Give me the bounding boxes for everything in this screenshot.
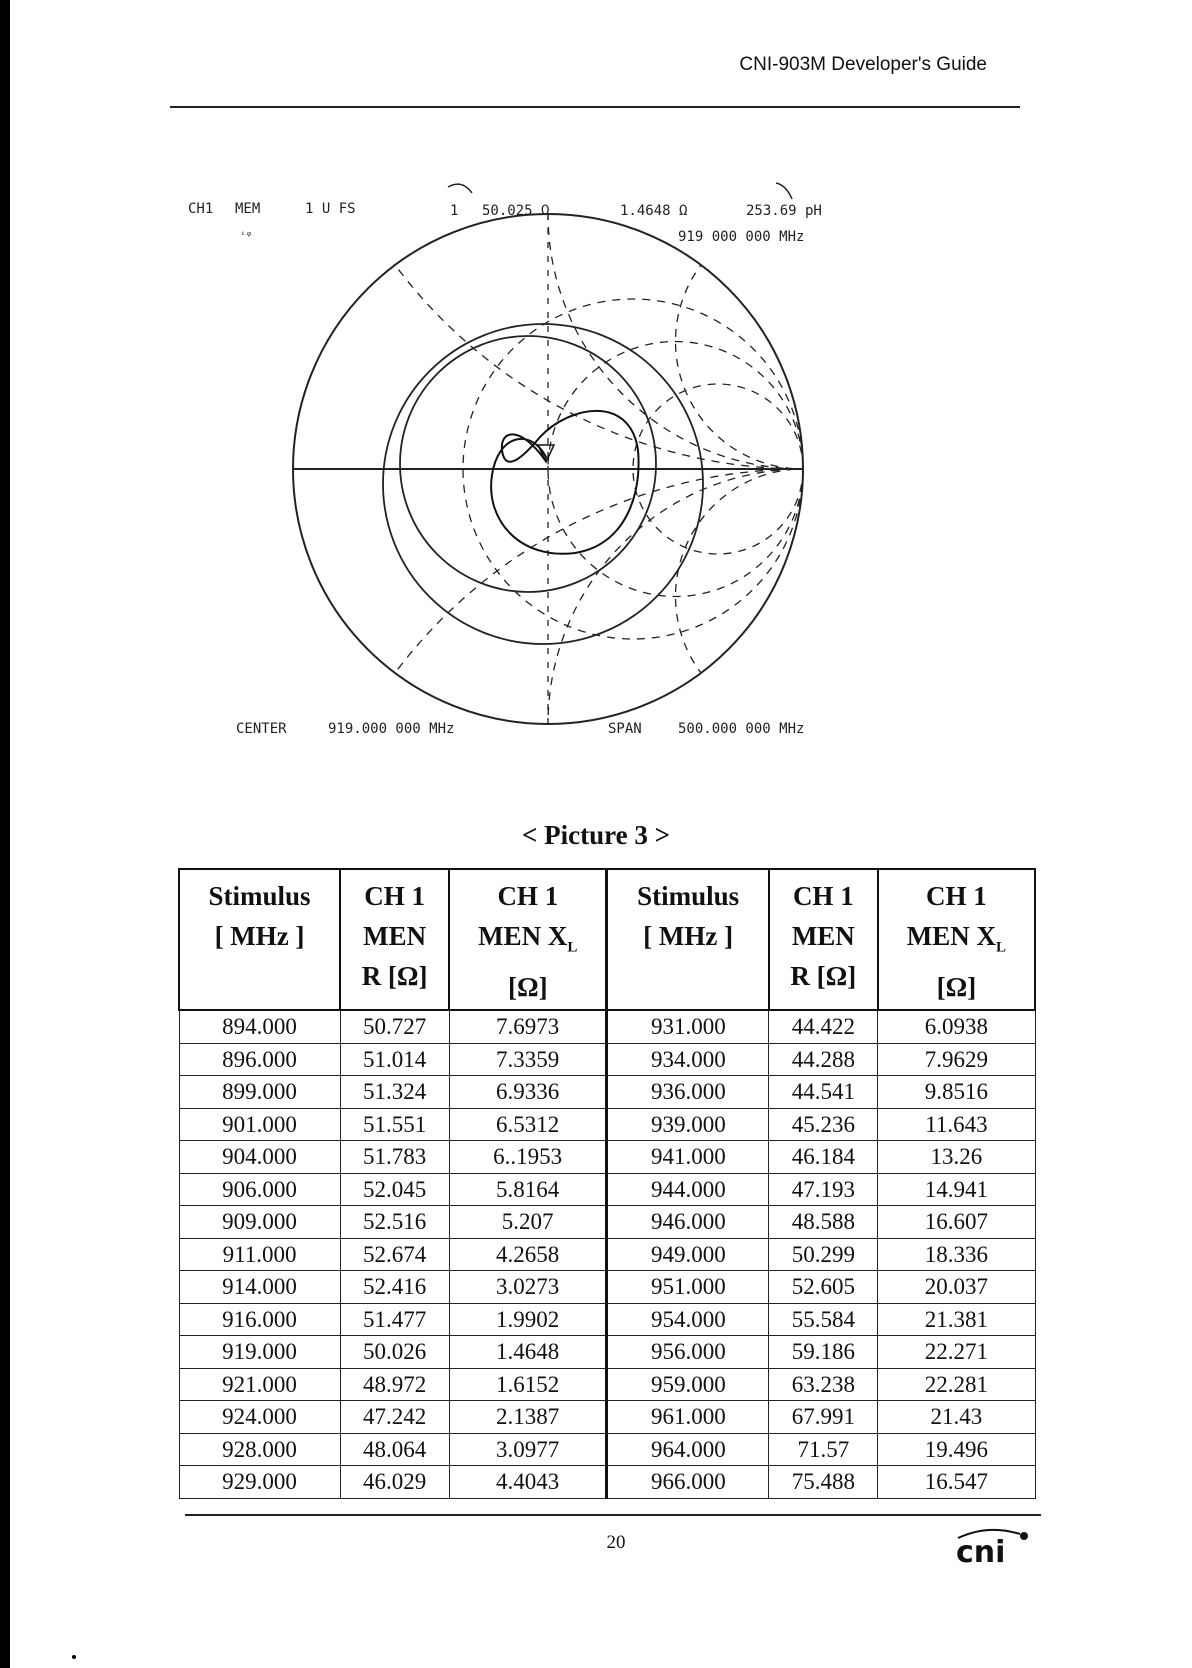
table-row (179, 1173, 1035, 1206)
table-cell: 959.000 (607, 1368, 769, 1401)
table-cell: 71.57 (769, 1433, 878, 1466)
table-cell: 5.207 (449, 1206, 607, 1239)
span-value: 500.000 000 MHz (678, 721, 805, 737)
column-header-subscript: L (567, 939, 578, 956)
table-cell: 944.000 (607, 1173, 769, 1206)
column-header-line: R [Ω] (361, 961, 428, 991)
reactance-arcs (293, 175, 920, 795)
table-cell: 6.5312 (449, 1108, 607, 1141)
column-header (769, 869, 878, 1010)
marker-arc-1 (448, 184, 472, 193)
column-header-line: R [Ω] (790, 961, 857, 991)
marker-inductance: 253.69 pH (746, 203, 822, 219)
table-cell: 951.000 (607, 1271, 769, 1304)
table-cell: 52.516 (340, 1206, 449, 1239)
table-row (179, 1141, 1035, 1174)
table-cell: 48.064 (340, 1433, 449, 1466)
table-cell: 20.037 (878, 1271, 1035, 1304)
table-cell: 47.193 (769, 1173, 878, 1206)
table-cell: 904.000 (179, 1141, 340, 1174)
table-cell: 50.727 (340, 1010, 449, 1043)
table-cell: 19.496 (878, 1433, 1035, 1466)
column-header-line (184, 956, 335, 996)
column-header-line: Stimulus (637, 881, 740, 911)
table-cell: 51.324 (340, 1076, 449, 1109)
table-cell: 928.000 (179, 1433, 340, 1466)
table-cell: 1.9902 (449, 1303, 607, 1336)
table-cell: 936.000 (607, 1076, 769, 1109)
table-cell: 914.000 (179, 1271, 340, 1304)
table-row (179, 1401, 1035, 1434)
marker-resistance: 50.025 Ω (482, 203, 550, 219)
table-cell: 931.000 (607, 1010, 769, 1043)
table-cell: 52.605 (769, 1271, 878, 1304)
table-cell: 22.271 (878, 1336, 1035, 1369)
table-cell: 44.422 (769, 1010, 878, 1043)
table-row (179, 1368, 1035, 1401)
page-number: 20 (606, 1532, 626, 1553)
column-header-line: Stimulus (208, 881, 311, 911)
table-cell: 919.000 (179, 1336, 340, 1369)
table-row (179, 1010, 1035, 1043)
column-header (607, 869, 769, 1010)
table-cell: 3.0977 (449, 1433, 607, 1466)
column-header-line: CH 1 (497, 881, 559, 911)
table-cell: 4.4043 (449, 1466, 607, 1499)
table-cell: 21.381 (878, 1303, 1035, 1336)
table-cell: 7.3359 (449, 1043, 607, 1076)
table-cell: 934.000 (607, 1043, 769, 1076)
marker-frequency: 919 000 000 MHz (678, 229, 805, 245)
table-cell: 939.000 (607, 1108, 769, 1141)
document-title: CNI-903M Developer's Guide (739, 54, 987, 75)
table-cell: 47.242 (340, 1401, 449, 1434)
column-header-line: [Ω] (508, 972, 548, 1003)
column-header-line: CH 1 (926, 881, 987, 911)
measurement-table (178, 868, 1036, 1499)
table-cell: 7.9629 (878, 1043, 1035, 1076)
column-header-line: MEN $X_L$ (478, 921, 578, 956)
table-cell: 45.236 (769, 1108, 878, 1141)
table-cell: 901.000 (179, 1108, 340, 1141)
table-cell: 946.000 (607, 1206, 769, 1239)
figure-mode: MEM (235, 201, 261, 217)
table-cell: 18.336 (878, 1238, 1035, 1271)
table-cell: 75.488 (769, 1466, 878, 1499)
table-cell: 13.26 (878, 1141, 1035, 1174)
table-cell: 2.1387 (449, 1401, 607, 1434)
table-header-row (179, 869, 1035, 1010)
table-cell: 14.941 (878, 1173, 1035, 1206)
figure-scale: 1 U FS (305, 201, 356, 217)
table-cell: 63.238 (769, 1368, 878, 1401)
table-row (179, 1238, 1035, 1271)
table-cell: 67.991 (769, 1401, 878, 1434)
column-header-line: CH 1 (792, 881, 854, 911)
table-cell: 3.0273 (449, 1271, 607, 1304)
figure-caption: < Picture 3 > (522, 820, 670, 850)
svg-text:cni: cni (956, 1535, 1006, 1566)
table-row (179, 1433, 1035, 1466)
table-cell: 16.607 (878, 1206, 1035, 1239)
table-cell: 894.000 (179, 1010, 340, 1043)
cni-logo (950, 1524, 1030, 1566)
table-row (179, 1336, 1035, 1369)
table-cell: 911.000 (179, 1238, 340, 1271)
table-cell: 16.547 (878, 1466, 1035, 1499)
smith-chart-figure (180, 175, 920, 795)
marker-arc-2 (776, 183, 792, 199)
table-cell: 896.000 (179, 1043, 340, 1076)
column-header-line: MEN $X_L$ (906, 921, 1007, 956)
scan-dot (72, 1655, 76, 1659)
table-cell: 22.281 (878, 1368, 1035, 1401)
table-cell: 921.000 (179, 1368, 340, 1401)
table-cell: 906.000 (179, 1173, 340, 1206)
table-cell: 51.014 (340, 1043, 449, 1076)
table-cell: 6.9336 (449, 1076, 607, 1109)
table-cell: 48.972 (340, 1368, 449, 1401)
marker-reactance: 1.4648 Ω (620, 203, 688, 219)
table-cell: 46.029 (340, 1466, 449, 1499)
table-cell: 46.184 (769, 1141, 878, 1174)
center-value: 919.000 000 MHz (328, 721, 455, 737)
table-cell: 964.000 (607, 1433, 769, 1466)
table-cell: 941.000 (607, 1141, 769, 1174)
table-row (179, 1271, 1035, 1304)
table-body (179, 1010, 1035, 1498)
table-cell: 954.000 (607, 1303, 769, 1336)
table-row (179, 1043, 1035, 1076)
table-cell: 50.299 (769, 1238, 878, 1271)
reactance-arc-lower (676, 469, 921, 724)
table-cell: 961.000 (607, 1401, 769, 1434)
table-cell: 916.000 (179, 1303, 340, 1336)
header-rule (170, 106, 1020, 108)
footer-rule (185, 1514, 1041, 1516)
table-head (179, 869, 1035, 1010)
column-header (449, 869, 607, 1010)
table-cell: 5.8164 (449, 1173, 607, 1206)
table-cell: 55.584 (769, 1303, 878, 1336)
table-cell: 21.43 (878, 1401, 1035, 1434)
table-cell: 6.0938 (878, 1010, 1035, 1043)
marker-number: 1 (450, 203, 459, 219)
table-cell: 909.000 (179, 1206, 340, 1239)
table-cell: 1.4648 (449, 1336, 607, 1369)
column-header-line: [ MHz ] (214, 921, 305, 951)
table-cell: 11.643 (878, 1108, 1035, 1141)
table-row (179, 1466, 1035, 1499)
column-header-line: [ MHz ] (643, 921, 734, 951)
column-header-line: [Ω] (936, 972, 977, 1003)
column-header-line (612, 956, 763, 996)
reactance-arc-upper (548, 175, 920, 469)
table-row (179, 1303, 1035, 1336)
column-header (878, 869, 1035, 1010)
table-cell: 50.026 (340, 1336, 449, 1369)
table-row (179, 1076, 1035, 1109)
column-header (179, 869, 340, 1010)
table-cell: 44.541 (769, 1076, 878, 1109)
table-cell: 924.000 (179, 1401, 340, 1434)
table-row (179, 1206, 1035, 1239)
reactance-arc-upper (293, 175, 920, 469)
table-row (179, 1108, 1035, 1141)
table-cell: 4.2658 (449, 1238, 607, 1271)
reactance-arc-upper (676, 214, 921, 469)
table-cell: 51.783 (340, 1141, 449, 1174)
table-cell: 52.416 (340, 1271, 449, 1304)
table-cell: 52.674 (340, 1238, 449, 1271)
figure-mark: ᵢᵩ (240, 227, 253, 238)
table-cell: 48.588 (769, 1206, 878, 1239)
table-cell: 52.045 (340, 1173, 449, 1206)
column-header (340, 869, 449, 1010)
reference-circle-small (400, 336, 656, 592)
table-cell: 59.186 (769, 1336, 878, 1369)
table-cell: 949.000 (607, 1238, 769, 1271)
table-cell: 9.8516 (878, 1076, 1035, 1109)
column-header-line: CH 1 (364, 881, 425, 911)
column-header-subscript: L (996, 939, 1007, 956)
column-header-line: MEN (791, 921, 855, 951)
table-cell: 956.000 (607, 1336, 769, 1369)
table-cell: 1.6152 (449, 1368, 607, 1401)
table-cell: 6..1953 (449, 1141, 607, 1174)
table-cell: 51.551 (340, 1108, 449, 1141)
column-header-line: MEN (363, 921, 427, 951)
table-cell: 44.288 (769, 1043, 878, 1076)
table-cell: 966.000 (607, 1466, 769, 1499)
table-cell: 7.6973 (449, 1010, 607, 1043)
center-label: CENTER (236, 721, 287, 737)
span-label: SPAN (608, 721, 642, 737)
table-cell: 899.000 (179, 1076, 340, 1109)
table-cell: 51.477 (340, 1303, 449, 1336)
figure-channel: CH1 (188, 201, 214, 217)
table-cell: 929.000 (179, 1466, 340, 1499)
